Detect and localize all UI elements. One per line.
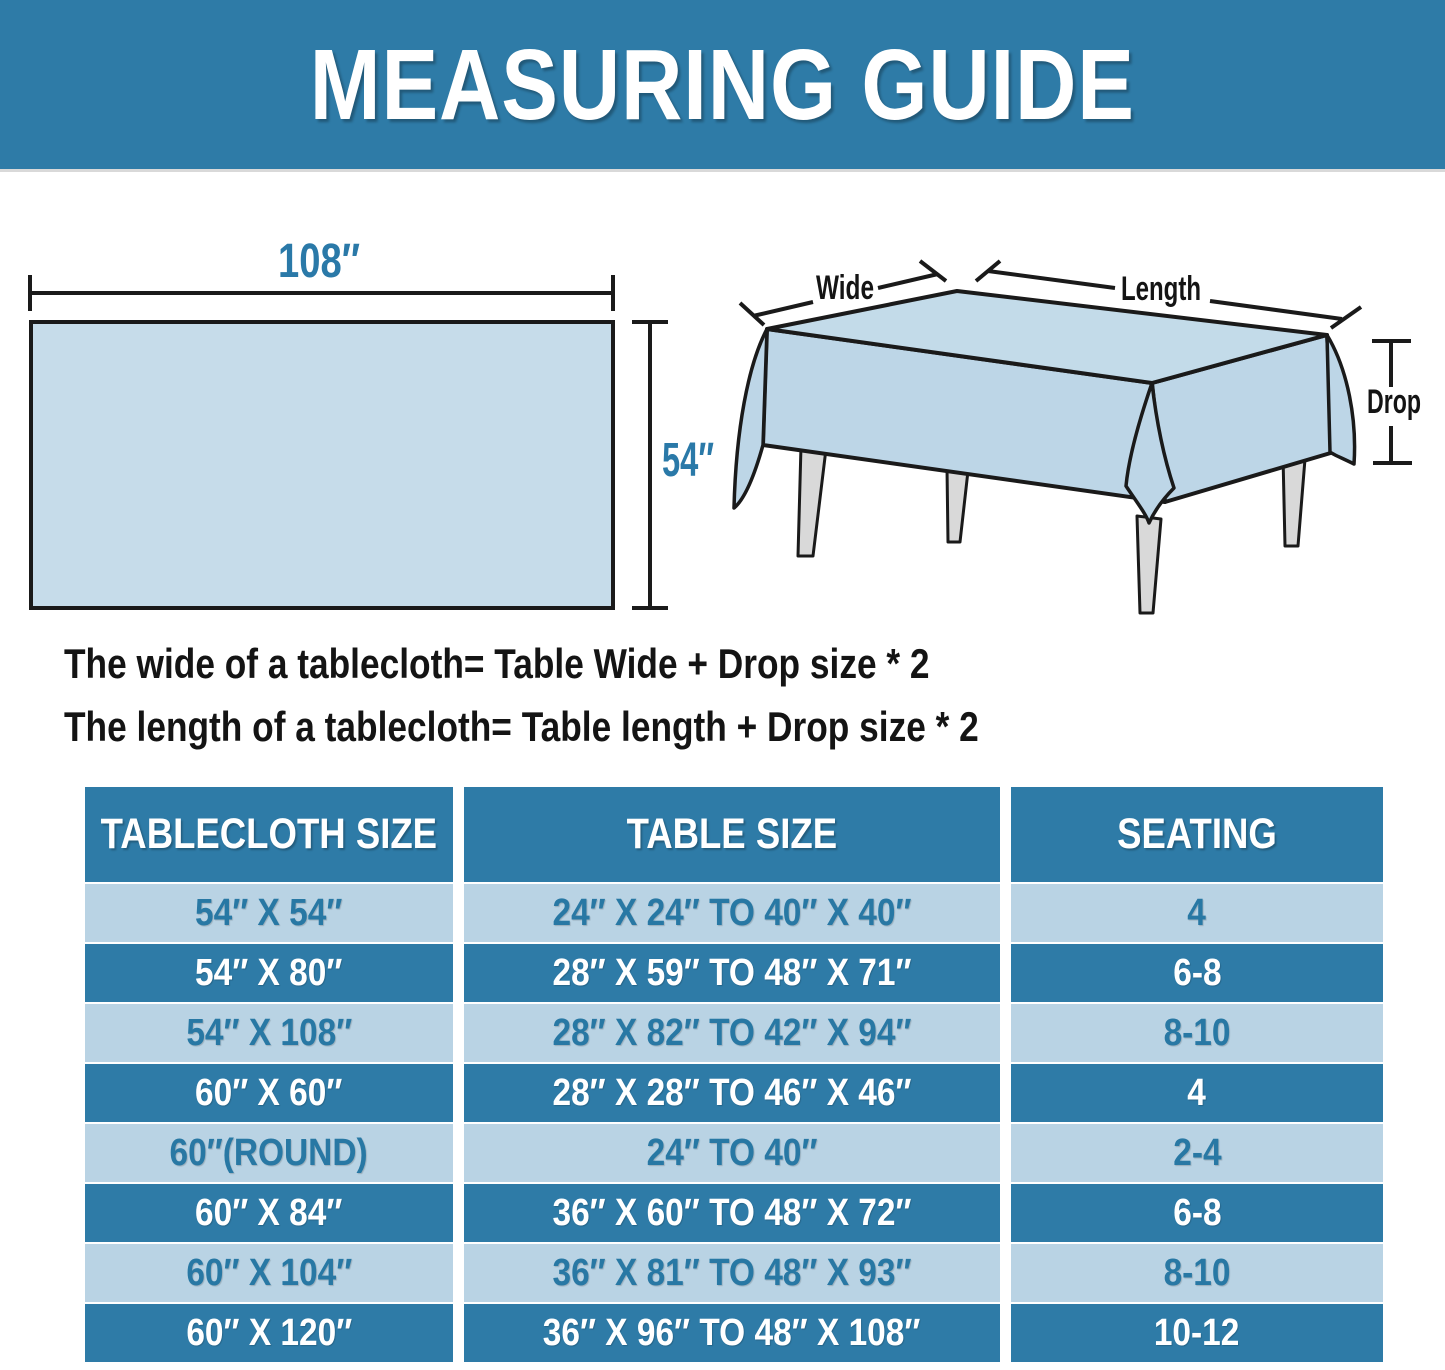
flat-tablecloth-diagram	[0, 228, 740, 648]
table-cell-tablecloth-size: 60″(ROUND)	[85, 1124, 453, 1182]
table-cell-table-size: 24″ X 24″ TO 40″ X 40″	[464, 884, 1000, 942]
table-cell-tablecloth-size: 60″ X 104″	[85, 1244, 453, 1302]
cloth-drape-left	[734, 329, 767, 508]
table-cell-tablecloth-size: 54″ X 108″	[85, 1004, 453, 1062]
table-leg-middle	[947, 468, 968, 542]
table-cell-table-size: 28″ X 28″ TO 46″ X 46″	[464, 1064, 1000, 1122]
height-dimension-label: 54″	[662, 434, 714, 487]
width-dimension-label: 108″	[278, 235, 361, 288]
page-title: MEASURING GUIDE	[309, 28, 1136, 141]
table-cell-table-size: 24″ TO 40″	[464, 1124, 1000, 1182]
table-cell-seating: 6-8	[1011, 1184, 1383, 1242]
table-cell-table-size: 36″ X 81″ TO 48″ X 93″	[464, 1244, 1000, 1302]
column-header-seating: SEATING	[1011, 787, 1383, 882]
table-cell-seating: 4	[1011, 884, 1383, 942]
table-cell-seating: 10-12	[1011, 1304, 1383, 1362]
formula-wide: The wide of a tablecloth= Table Wide + Drop size * 2	[64, 640, 930, 687]
table-cell-seating: 6-8	[1011, 944, 1383, 1002]
table-leg-front-right	[1137, 516, 1161, 613]
table-cell-seating: 2-4	[1011, 1124, 1383, 1182]
drop-label: Drop	[1367, 383, 1421, 421]
table-leg-left	[798, 446, 826, 556]
table-cell-tablecloth-size: 60″ X 60″	[85, 1064, 453, 1122]
table-cell-table-size: 28″ X 82″ TO 42″ X 94″	[464, 1004, 1000, 1062]
table-cell-table-size: 28″ X 59″ TO 48″ X 71″	[464, 944, 1000, 1002]
table-cell-seating: 4	[1011, 1064, 1383, 1122]
table-leg-far-right	[1283, 456, 1305, 546]
table-cell-table-size: 36″ X 96″ TO 48″ X 108″	[464, 1304, 1000, 1362]
table-cell-tablecloth-size: 54″ X 54″	[85, 884, 453, 942]
length-label: Length	[1121, 270, 1201, 308]
title-banner	[0, 0, 1445, 172]
wide-label: Wide	[816, 269, 874, 307]
draped-table-illustration	[700, 225, 1445, 660]
table-cell-seating: 8-10	[1011, 1004, 1383, 1062]
table-cell-table-size: 36″ X 60″ TO 48″ X 72″	[464, 1184, 1000, 1242]
size-table	[85, 787, 1383, 1362]
tablecloth-rectangle	[31, 322, 613, 608]
formula-length: The length of a tablecloth= Table length + Drop size * 2	[64, 703, 979, 750]
column-header-tablecloth-size: TABLECLOTH SIZE	[85, 787, 453, 882]
table-cell-tablecloth-size: 54″ X 80″	[85, 944, 453, 1002]
table-cell-seating: 8-10	[1011, 1244, 1383, 1302]
cloth-drape-right	[1327, 335, 1355, 464]
table-cell-tablecloth-size: 60″ X 84″	[85, 1184, 453, 1242]
table-cell-tablecloth-size: 60″ X 120″	[85, 1304, 453, 1362]
column-header-table-size: TABLE SIZE	[464, 787, 1000, 882]
